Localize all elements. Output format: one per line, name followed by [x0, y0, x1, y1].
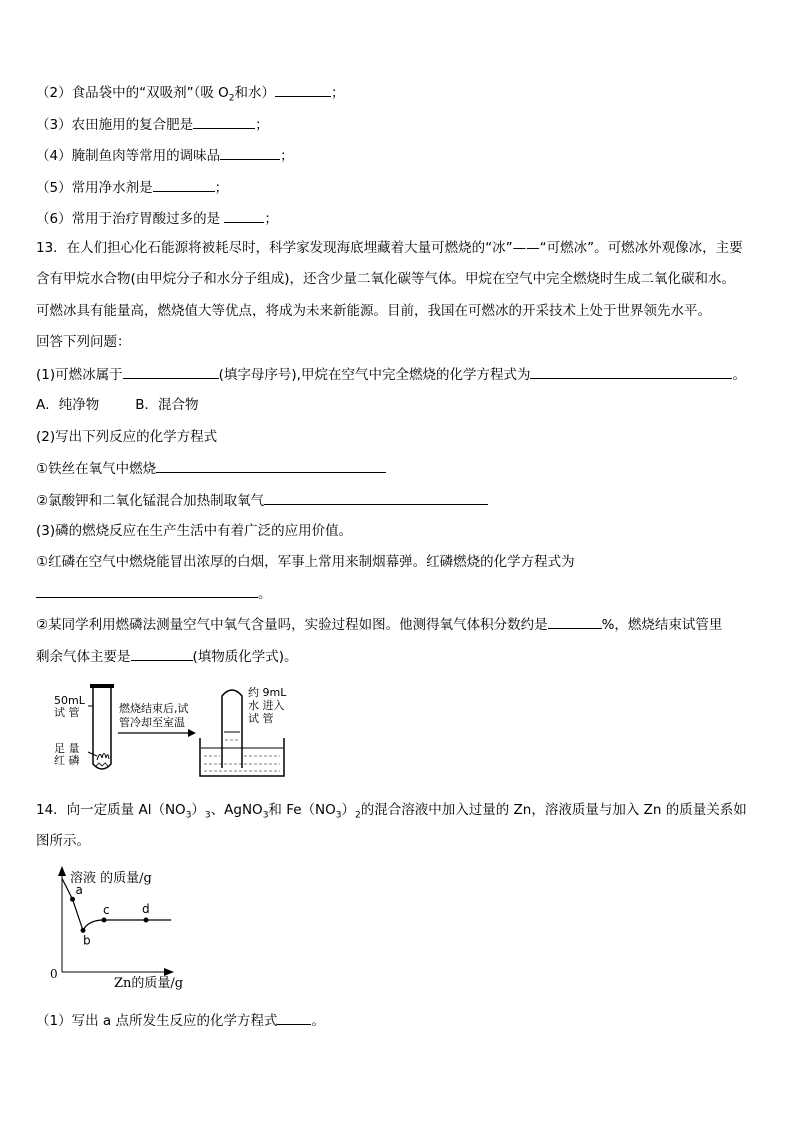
- q13-sub-3-1-answer: 。: [36, 583, 272, 604]
- test-tube-left: [90, 684, 114, 769]
- q13-options: [36, 395, 199, 415]
- data-label-b: b: [83, 933, 91, 948]
- q13-sub-2: (2)写出下列反应的化学方程式: [36, 429, 218, 445]
- option-a: A．纯净物: [36, 397, 100, 413]
- data-label-c: c: [103, 903, 110, 917]
- mass-chart: [40, 860, 220, 1000]
- answer-blank[interactable]: [277, 1010, 311, 1025]
- inverted-tube: [222, 690, 242, 768]
- q13-sub-1: (1)可燃冰属于 (填字母序号),甲烷在空气中完全燃烧的化学方程式为 。: [36, 364, 746, 385]
- answer-blank[interactable]: [193, 114, 255, 129]
- q13-sub-2-2: ②氯酸钾和二氧化锰混合加热制取氧气: [36, 490, 488, 511]
- tube-label-1: 50mL: [54, 694, 85, 707]
- q13-para-3: 可燃冰具有能量高，燃烧值大等优点，将成为未来新能源。目前，我国在可燃冰的开采技术上处于世界领先水平。: [36, 303, 711, 319]
- data-point-b: [81, 928, 86, 933]
- q12-line-2: （2）食品袋中的“双吸剂”（吸 $O_2$和水） ；: [36, 82, 344, 109]
- arrow-label-2: 管冷却至室温: [119, 716, 185, 729]
- water-label-2: 水 进入: [248, 699, 285, 712]
- arrow-icon: [118, 729, 196, 737]
- arrow-label-1: 燃烧结束后,试: [119, 702, 189, 715]
- q13-sub-2-1: ①铁丝在氧气中燃烧: [36, 458, 386, 479]
- answer-blank[interactable]: [123, 364, 219, 379]
- q14-para-1: 14．向一定质量 $Al(NO_3)_3$、AgNO$_3$和 $Fe(NO_3)_2$的混合溶液中加入过量的 Zn，溶液质量与加入 Zn 的质量关系如: [36, 802, 747, 821]
- y-axis: [58, 866, 66, 972]
- q13-sub-3: (3)磷的燃烧反应在生产生活中有着广泛的应用价值。: [36, 523, 353, 539]
- phosphorus-label-2: 红 磷: [54, 754, 80, 767]
- data-points: [70, 883, 150, 947]
- data-label-a: a: [75, 883, 83, 898]
- water-label-1: 约 9mL: [248, 686, 287, 699]
- data-point-d: [144, 918, 149, 923]
- answer-blank[interactable]: [220, 145, 280, 160]
- x-axis-label: Zn的质量/g: [114, 976, 184, 991]
- data-point-a: [70, 897, 75, 902]
- y-axis-label: 溶液 的质量/g: [70, 871, 152, 886]
- q12-line-3: （3）农田施用的复合肥是 ；: [36, 114, 269, 135]
- q12-line-4: （4）腌制鱼肉等常用的调味品 ；: [36, 145, 294, 166]
- answer-blank[interactable]: [131, 646, 193, 661]
- q13-para-2: 含有甲烷水合物(由甲烷分子和水分子组成)，还含少量二氧化碳等气体。甲烷在空气中完全燃烧时生成二氧化碳和水。: [36, 271, 736, 287]
- data-point-c: [102, 918, 107, 923]
- data-label-d: d: [142, 902, 150, 916]
- q13-para-1: 13．在人们担心化石能源将被耗尽时，科学家发现海底埋藏着大量可燃烧的“冰”——“可燃冰”。可燃冰外观像冰，主要: [36, 240, 743, 256]
- option-b: B．混合物: [135, 397, 199, 413]
- experiment-figure: [48, 680, 298, 780]
- x-axis: [62, 968, 174, 976]
- q13-para-4: 回答下列问题：: [36, 334, 131, 350]
- answer-blank[interactable]: [224, 208, 264, 223]
- tube-label-2: 试 管: [54, 706, 80, 719]
- q14-para-2: 图所示。: [36, 833, 90, 849]
- q12-line-5: （5）常用净水剂是 ；: [36, 177, 228, 198]
- q13-sub-3-2: ②某同学利用燃磷法测量空气中氧气含量吗，实验过程如图。他测得氧气体积分数约是 %，燃烧结束试管里: [36, 614, 722, 635]
- answer-blank[interactable]: [530, 364, 732, 379]
- q13-sub-3-1: ①红磷在空气中燃烧能冒出浓厚的白烟，军事上常用来制烟幕弹。红磷燃烧的化学方程式为: [36, 554, 575, 570]
- phosphorus-label-1: 足 量: [54, 742, 80, 755]
- answer-blank[interactable]: [275, 82, 331, 97]
- q12-line-6: （6）常用于治疗胃酸过多的是 ；: [36, 208, 278, 229]
- origin-label: 0: [50, 967, 58, 981]
- q13-sub-3-2b: 剩余气体主要是 (填物质化学式)。: [36, 646, 298, 667]
- arrow-right-icon: [164, 968, 174, 976]
- water-label-3: 试 管: [248, 712, 274, 725]
- answer-blank[interactable]: [548, 614, 602, 629]
- answer-blank[interactable]: [36, 583, 258, 598]
- arrow-up-icon: [58, 866, 66, 876]
- answer-blank[interactable]: [156, 458, 386, 473]
- answer-blank[interactable]: [153, 177, 215, 192]
- answer-blank[interactable]: [264, 490, 488, 505]
- q14-sub-1: （1）写出 a 点所发生反应的化学方程式 。: [36, 1010, 325, 1031]
